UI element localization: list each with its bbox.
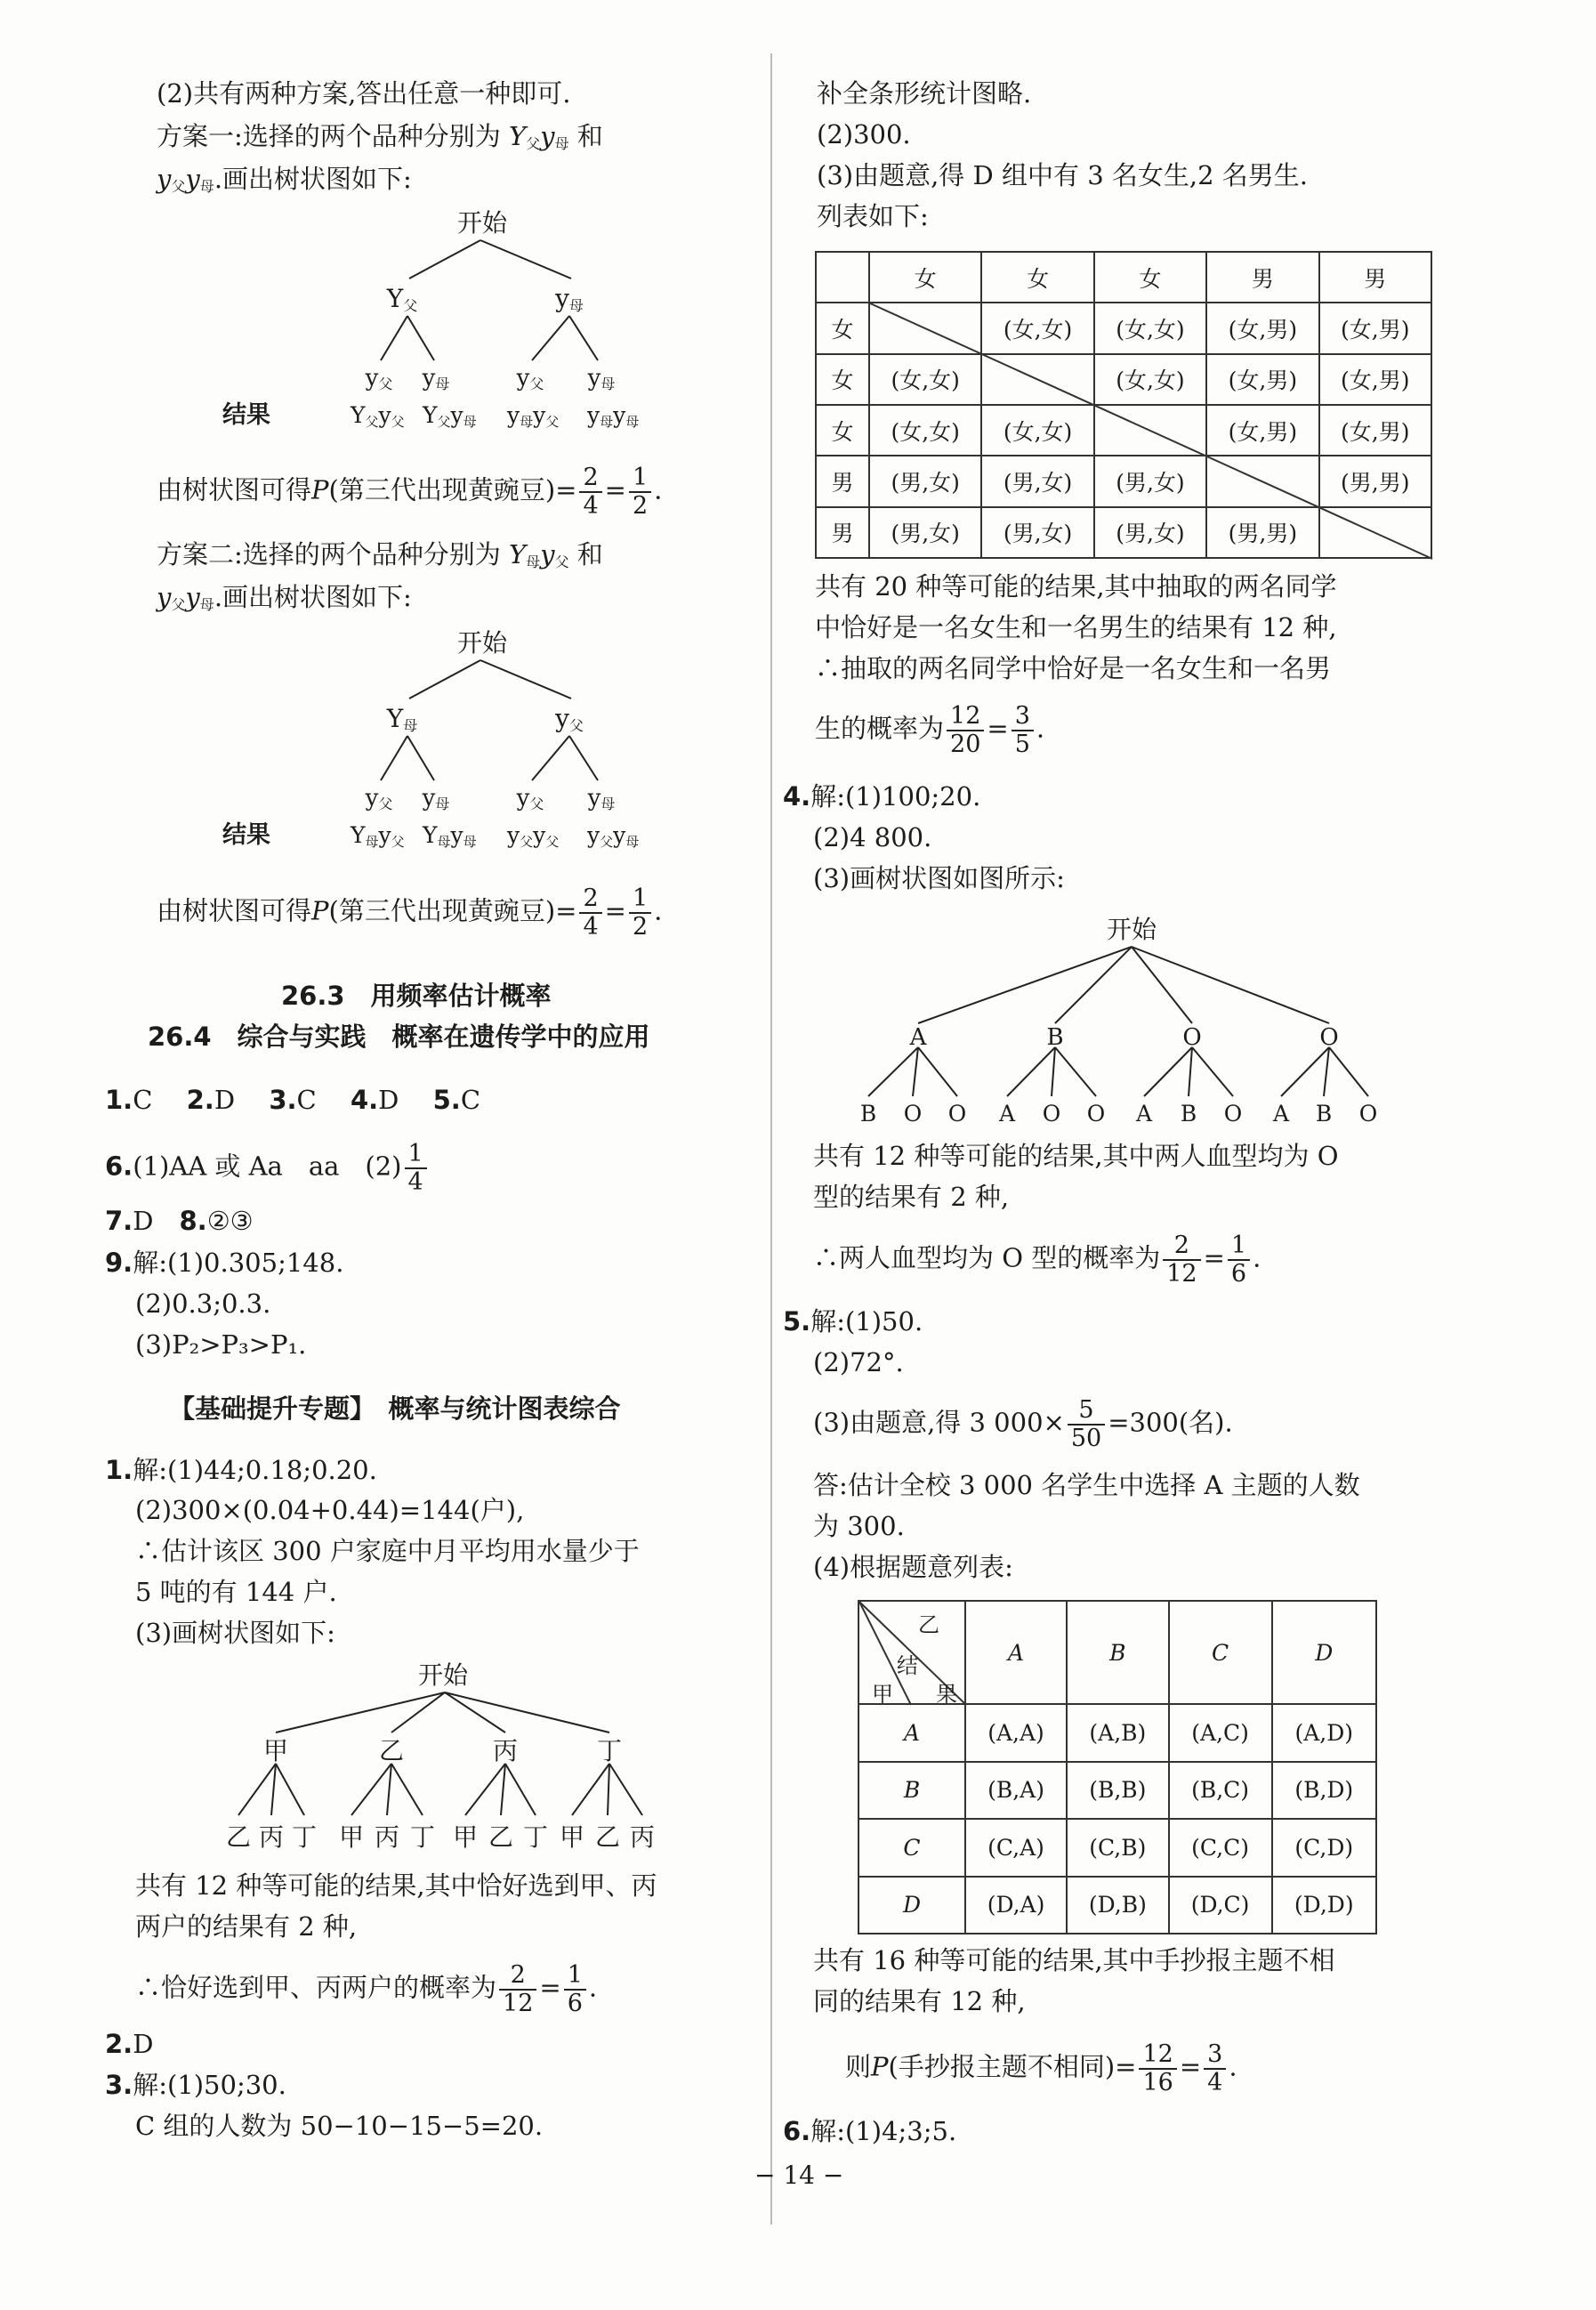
tree3-leaf: 乙 [488,1822,514,1852]
answer-9: 9.解:(1)0.305;148. [105,1248,344,1278]
corner-guo: 果 [936,1682,957,1707]
r-line2: (2)300. [817,119,911,149]
tree4-leaf: A [998,1101,1016,1127]
tree3-leaf: 丁 [409,1822,436,1852]
q5-probability: 则P(手抄报主题不相同)= $\frac{12}{16}$ = $\frac{3}{4}$ . [845,2040,1237,2096]
q1-probability: ∴恰好选到甲、丙两户的概率为 $\frac{2}{12}$ = $\frac{1}{6}$ . [135,1961,598,2017]
table-cell: (女,女) [981,303,1093,353]
tree4-leaf: O [1223,1101,1243,1127]
q3-line1: 3.解:(1)50;30. [105,2070,286,2100]
q1-line1: 1.解:(1)44;0.18;0.20. [105,1455,377,1485]
tree2-node-Ymu: Y母 [386,704,418,734]
table-cell: (D,A) [965,1877,1067,1934]
gender-table [815,251,1432,559]
table-row [858,1762,1376,1820]
table-cell: (女,女) [1094,354,1206,405]
table-cell: (B,A) [965,1762,1067,1820]
table-cell: 女 [816,405,869,456]
table-cell: (男,女) [981,456,1093,506]
theme-table-corner [858,1601,965,1707]
q1-line5: (3)画树状图如下: [135,1618,335,1648]
tree4-leaf: B [1180,1101,1197,1127]
table-cell: D [1272,1601,1376,1704]
table-row [858,1819,1376,1877]
tree3-node: 甲 [262,1736,289,1765]
answer-9-2: (2)0.3;0.3. [135,1288,271,1319]
corner-jie: 结 [897,1653,918,1678]
tree4-leaf: O [947,1101,967,1127]
table-cell: (A,D) [1272,1704,1376,1762]
tree2-leaf: y父 [516,785,544,812]
q5-line4: 答:估计全校 3 000 名学生中选择 A 主题的人数 [813,1470,1360,1500]
q2: 2.D [105,2029,154,2059]
plan1-probability: 由树状图可得P(第三代出现黄豌豆)= $\frac{2}{4}$ = $\frac{1}{2}$ . [157,464,663,520]
table-cell: (男,女) [869,456,981,506]
q4-line1: 4.解:(1)100;20. [783,781,981,812]
tree4-leaf: A [1135,1101,1153,1127]
tree3-leaf: 丙 [258,1822,285,1852]
r-line6: 中恰好是一名女生和一名男生的结果有 12 种, [815,612,1337,642]
plan1-line2: $y_父y_母$.画出树状图如下: [157,164,412,195]
tree3-node: 丁 [596,1736,623,1765]
tree2-result-label: 结果 [222,821,270,849]
table-row [816,405,1431,456]
table-cell: (女,男) [1206,354,1318,405]
r-line7: ∴抽取的两名同学中恰好是一名女生和一名男 [815,653,1332,683]
table-cell: (男,女) [1094,456,1206,506]
tree1-leaf: y父 [516,365,544,392]
table-cell [816,252,869,303]
q5-line8: 同的结果有 12 种, [813,1986,1026,2016]
q5-line7: 共有 16 种等可能的结果,其中手抄报主题不相 [813,1945,1335,1975]
tree4-leaf: B [1315,1101,1333,1127]
r-line3: (3)由题意,得 D 组中有 3 名女生,2 名男生. [817,160,1308,190]
special-topic-title: 【基础提升专题】 概率与统计图表综合 [169,1393,621,1424]
plan2-line2: $y_父y_母$.画出树状图如下: [157,582,412,613]
table-cell: 男 [816,507,869,558]
tree-diagram-households [214,1657,694,1862]
r-line5: 共有 20 种等可能的结果,其中抽取的两名同学 [815,571,1337,602]
tree2-result: y父y父 [507,822,560,850]
table-cell: (女,女) [869,354,981,405]
plan2-probability: 由树状图可得P(第三代出现黄豌豆)= $\frac{2}{4}$ = $\frac{1}{2}$ . [157,884,663,941]
table-cell: (男,男) [1206,507,1318,558]
tree1-result: Y父y父 [351,402,405,430]
table-cell: (B,D) [1272,1762,1376,1820]
table-row [816,354,1431,405]
gender-table-header [816,252,1431,303]
tree4-node: O [1182,1024,1202,1051]
tree1-start: 开始 [456,208,508,238]
table-cell: 女 [816,303,869,353]
tree1-node-ymu: y母 [555,284,584,314]
q5-line2: (2)72°. [813,1347,904,1377]
table-cell: (女,男) [1319,405,1431,456]
table-cell: (C,B) [1067,1819,1169,1877]
page-number: − 14 − [754,2161,844,2190]
q1-line4: 5 吨的有 144 户. [135,1577,337,1607]
q4-probability: ∴两人血型均为 O 型的概率为 $\frac{2}{12}$ = $\frac{1}{6}$ . [813,1232,1261,1288]
tree1-leaf: y母 [587,365,616,392]
tree4-leaf: O [1086,1101,1106,1127]
table-cell: A [965,1601,1067,1704]
table-row [858,1877,1376,1934]
table-cell: B [858,1762,965,1820]
table-cell: (A,C) [1169,1704,1272,1762]
table-row [858,1704,1376,1762]
corner-jia: 甲 [872,1682,893,1707]
tree1-leaf: y父 [365,365,393,392]
tree3-start: 开始 [417,1660,469,1690]
tree-diagram-plan1 [222,200,676,440]
table-cell: 女 [816,354,869,405]
tree4-leaf: O [903,1101,923,1127]
tree2-leaf: y父 [365,785,393,812]
section-heading-26-4: 26.4 综合与实践 概率在遗传学中的应用 [148,1022,650,1052]
tree1-node-Yfu: Y父 [386,284,418,314]
theme-table [858,1600,1377,1934]
tree4-start: 开始 [1106,915,1157,944]
tree2-node-yfu: y父 [555,704,584,734]
tree4-leaf: O [1042,1101,1061,1127]
tree4-leaf: B [859,1101,877,1127]
answers-1-5: 1.C 2.D 3.C 4.D 5.C [105,1085,481,1115]
tree3-leaf: 甲 [338,1822,365,1852]
r-line1: 补全条形统计图略. [817,78,1032,109]
tree2-result: Y母y母 [423,822,477,850]
table-cell: (D,C) [1169,1877,1272,1934]
table-cell [869,303,981,353]
table-cell: B [1067,1601,1169,1704]
tree1-leaf: y母 [422,365,450,392]
plan1-line1: 方案一:选择的两个品种分别为 $Y_父y_母$ 和 [157,121,603,152]
answers-7-8: 7.D 8.②③ [105,1206,254,1236]
q4-line2: (2)4 800. [813,822,932,852]
table-cell: (女,女) [1094,303,1206,353]
tree1-result: Y父y母 [423,402,477,430]
table-cell: (女,男) [1319,354,1431,405]
q1-line7: 两户的结果有 2 种, [135,1911,358,1942]
tree3-leaf: 丁 [522,1822,549,1852]
q5-line5: 为 300. [813,1511,905,1541]
table-cell: (女,男) [1206,405,1318,456]
tree2-result: y父y母 [587,822,640,850]
tree3-leaf: 乙 [225,1822,252,1852]
table-row [816,303,1431,353]
tree3-leaf: 丙 [374,1822,400,1852]
table-cell: (男,女) [1094,507,1206,558]
q3-line2: C 组的人数为 50−10−15−5=20. [135,2111,544,2141]
table-cell: 女 [869,252,981,303]
q4-line4: 共有 12 种等可能的结果,其中两人血型均为 O [813,1141,1339,1171]
table-cell: 男 [1319,252,1431,303]
table-cell [1319,507,1431,558]
tree4-node: O [1319,1024,1339,1051]
tree3-leaf: 丙 [629,1822,656,1852]
table-cell: C [1169,1601,1272,1704]
tree3-node: 乙 [378,1736,405,1765]
q5-line1: 5.解:(1)50. [783,1306,923,1337]
r-probability: 生的概率为 $\frac{12}{20}$ = $\frac{3}{5}$ . [815,702,1045,758]
table-cell: (B,B) [1067,1762,1169,1820]
q4-line5: 型的结果有 2 种, [813,1182,1010,1212]
r-line4: 列表如下: [817,201,929,231]
section-heading-26-3: 26.3 用频率估计概率 [281,981,552,1011]
table-cell: 女 [1094,252,1206,303]
tree3-leaf: 甲 [559,1822,585,1852]
table-cell: (B,C) [1169,1762,1272,1820]
table-cell: (男,女) [869,507,981,558]
q1-line3: ∴估计该区 300 户家庭中月平均用水量少于 [135,1536,640,1566]
tree3-leaf: 甲 [452,1822,479,1852]
table-cell [1206,456,1318,506]
column-divider [770,53,772,2225]
table-cell: 男 [816,456,869,506]
table-cell: C [858,1819,965,1877]
table-row [816,456,1431,506]
tree4-node: B [1046,1024,1064,1051]
table-cell: (A,B) [1067,1704,1169,1762]
left-p2-title: (2)共有两种方案,答出任意一种即可. [157,78,571,109]
table-row [816,507,1431,558]
q1-line6: 共有 12 种等可能的结果,其中恰好选到甲、丙 [135,1870,657,1901]
table-cell: (女,男) [1319,303,1431,353]
tree3-node: 丙 [492,1736,519,1765]
tree2-leaf: y母 [422,785,450,812]
table-cell: (C,C) [1169,1819,1272,1877]
table-cell: (男,女) [981,507,1093,558]
corner-yi: 乙 [918,1612,939,1637]
tree4-leaf: A [1272,1101,1290,1127]
table-cell [1094,405,1206,456]
tree4-leaf: O [1358,1101,1378,1127]
table-cell: (C,D) [1272,1819,1376,1877]
table-cell: (D,B) [1067,1877,1169,1934]
tree2-result: Y母y父 [351,822,405,850]
table-cell: (女,女) [869,405,981,456]
tree1-result: y母y母 [587,402,640,430]
tree2-start: 开始 [456,628,508,658]
table-cell: (C,A) [965,1819,1067,1877]
q5-line3: (3)由题意,得 3 000× $\frac{5}{50}$ =300(名). [813,1396,1233,1452]
tree1-result-label: 结果 [222,401,270,429]
table-cell: (女,女) [981,405,1093,456]
tree3-leaf: 乙 [594,1822,621,1852]
table-cell: D [858,1877,965,1934]
table-cell: (D,D) [1272,1877,1376,1934]
table-cell: 男 [1206,252,1318,303]
tree-diagram-blood [842,909,1402,1132]
tree1-result: y母y父 [507,402,560,430]
table-cell: A [858,1704,965,1762]
theme-table-header [858,1601,1376,1704]
tree2-leaf: y母 [587,785,616,812]
table-cell: (女,男) [1206,303,1318,353]
tree-diagram-plan2 [222,620,676,860]
q4-line3: (3)画树状图如图所示: [813,863,1065,893]
answer-9-3: (3)P₂>P₃>P₁. [135,1329,307,1360]
q6-line1: 6.解:(1)4;3;5. [783,2116,957,2146]
table-cell: (男,男) [1319,456,1431,506]
table-cell: (A,A) [965,1704,1067,1762]
tree3-leaf: 丁 [291,1822,318,1852]
answer-6: 6.(1)AA 或 Aa aa (2) $\frac{1}{4}$ [105,1141,430,1195]
table-cell [981,354,1093,405]
plan2-line1: 方案二:选择的两个品种分别为 $Y_母y_父$ 和 [157,539,603,570]
q5-line6: (4)根据题意列表: [813,1552,1013,1582]
q1-line2: (2)300×(0.04+0.44)=144(户), [135,1495,525,1525]
table-cell: 女 [981,252,1093,303]
tree4-node: A [909,1024,927,1051]
